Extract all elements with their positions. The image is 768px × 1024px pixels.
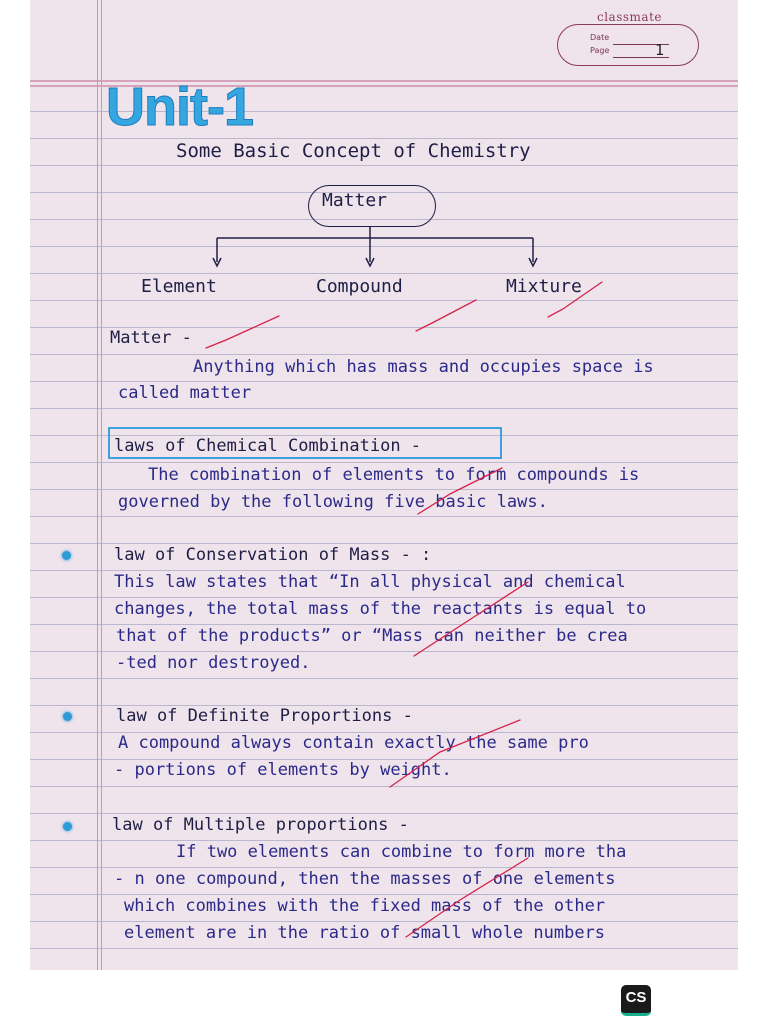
page-label: Page [590, 46, 610, 55]
law-3-line-4: element are in the ratio of small whole numbers [124, 923, 606, 943]
law-1-line-1: This law states that “In all physical and chemical [114, 572, 626, 592]
diagram-child-element: Element [141, 276, 217, 297]
notebook-page [30, 0, 738, 970]
law-2-line-1: A compound always contain exactly the same pro [118, 733, 589, 753]
brand-logo: classmate [597, 10, 662, 24]
law-3-line-1: If two elements can combine to form more tha [176, 842, 627, 862]
matter-line-1: Anything which has mass and occupies space is [193, 357, 654, 377]
date-label: Date [590, 33, 610, 42]
law-1-heading: law of Conservation of Mass - : [114, 545, 432, 565]
law-3-line-3: which combines with the fixed mass of the other [124, 896, 606, 916]
combination-line-2: governed by the following five basic laws. [118, 492, 548, 512]
matter-line-2: called matter [118, 383, 252, 403]
diagram-child-compound: Compound [316, 276, 403, 297]
law-2-line-2: - portions of elements by weight. [114, 760, 452, 780]
red-check-marks [30, 0, 738, 970]
unit-title: Unit-1 [106, 77, 253, 137]
law-3-line-2: - n one compound, then the masses of one elements [114, 869, 616, 889]
page-number: 1 [655, 41, 665, 59]
diagram-child-mixture: Mixture [506, 276, 582, 297]
law-2-heading: law of Definite Proportions - [116, 706, 413, 726]
combination-line-1: The combination of elements to form compounds is [148, 465, 640, 485]
chapter-subtitle: Some Basic Concept of Chemistry [176, 140, 531, 162]
law-1-line-2: changes, the total mass of the reactants is equal to [114, 599, 647, 619]
law-3-heading: law of Multiple proportions - [112, 815, 409, 835]
law-1-line-4: -ted nor destroyed. [116, 653, 311, 673]
matter-heading: Matter - [110, 328, 192, 348]
camscanner-badge: CS [621, 985, 651, 1016]
diagram-root-label: Matter [322, 190, 388, 211]
combination-heading: laws of Chemical Combination - [114, 436, 422, 456]
law-1-line-3: that of the products” or “Mass can neither be crea [116, 626, 628, 646]
